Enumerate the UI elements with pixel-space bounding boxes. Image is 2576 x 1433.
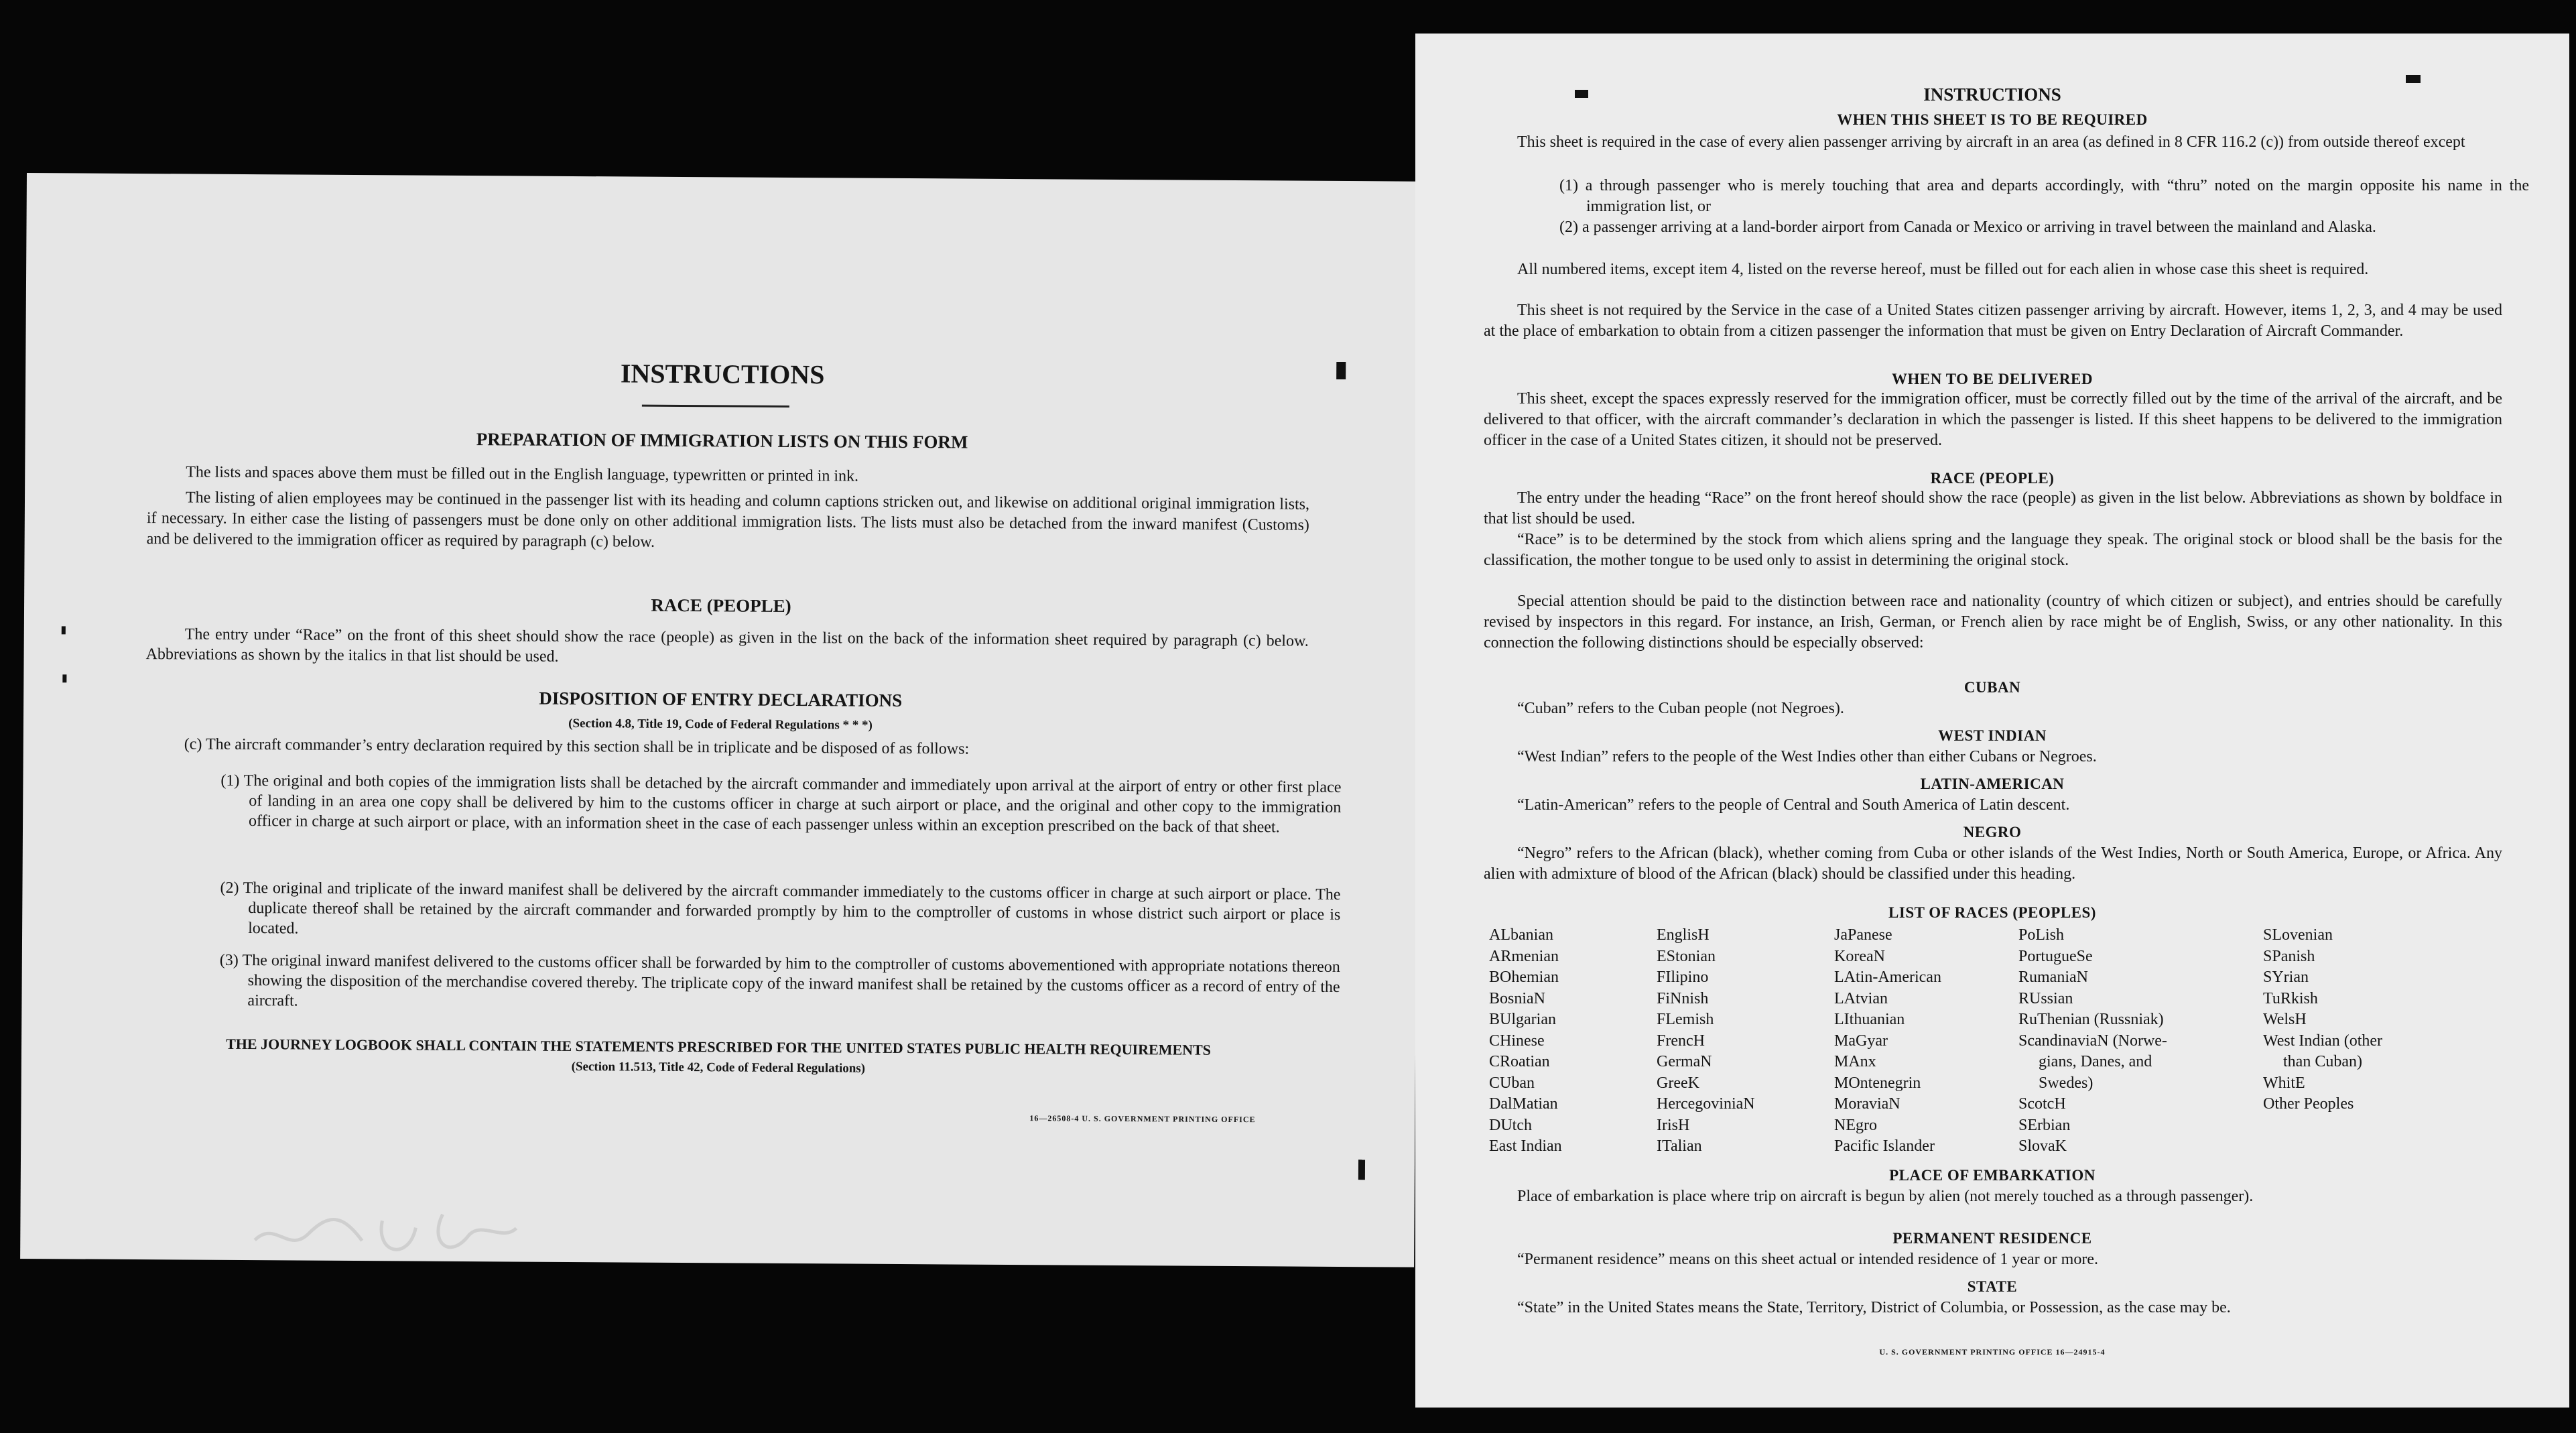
race-list-column-1 xyxy=(1489,925,1562,1158)
embarkation-heading: PLACE OF EMBARKATION xyxy=(1889,1167,2096,1184)
race-list-item: NEgro xyxy=(1834,1116,1877,1134)
when-delivered-heading: WHEN TO BE DELIVERED xyxy=(1892,371,2093,387)
negro-definition: “Negro” refers to the African (black), whether coming from Cuba or other islands of the West Indies, North or South America, Europe, or Africa. Any alien with admixture of blood of the African (black) should be classified under this heading. xyxy=(1484,845,2502,883)
race-list-item: EStonian xyxy=(1657,947,1716,965)
race-list-item: WelsH xyxy=(2263,1011,2307,1028)
logbook-notice: THE JOURNEY LOGBOOK SHALL CONTAIN THE STATEMENTS PRESCRIBED FOR THE UNITED STATES PUBLIC HEALTH REQUIREMENTS xyxy=(226,1035,1212,1058)
race-list-item: BOhemian xyxy=(1489,969,1559,986)
race-list-item: GermaN xyxy=(1657,1053,1712,1070)
race-list-item: Other Peoples xyxy=(2263,1095,2354,1113)
race-list-item: Swedes) xyxy=(2039,1074,2094,1092)
west-indian-heading: WEST INDIAN xyxy=(1938,727,2047,744)
race-list-item: than Cuban) xyxy=(2283,1053,2362,1070)
race-list-item: CHinese xyxy=(1489,1032,1545,1050)
preparation-paragraph-1: The lists and spaces above them must be filled out in the English language, typewritten or printed in ink. xyxy=(186,463,859,485)
race-list-item: WhitE xyxy=(2263,1074,2305,1092)
race-list-item: DalMatian xyxy=(1489,1095,1558,1113)
race-list-item: gians, Danes, and xyxy=(2039,1053,2152,1070)
race-list-item: RUssian xyxy=(2018,989,2073,1007)
punch-mark xyxy=(1358,1160,1365,1180)
race-list-item: MoraviaN xyxy=(1834,1095,1901,1113)
race-heading: RACE (PEOPLE) xyxy=(1930,470,2055,487)
cuban-heading: CUBAN xyxy=(1963,679,2021,696)
race-list-item: FLemish xyxy=(1657,1011,1714,1028)
race-list-item: HercegoviniaN xyxy=(1657,1095,1755,1113)
race-list-item: TuRkish xyxy=(2263,989,2318,1007)
race-list-item: SPanish xyxy=(2263,947,2315,965)
race-list-column-3 xyxy=(1834,925,1941,1158)
race-paragraph-1: The entry under the heading “Race” on the front hereof should show the race (people) as given in the list below. Abbreviations as shown by boldface in that list should be used. xyxy=(1484,489,2502,527)
permanent-residence-heading: PERMANENT RESIDENCE xyxy=(1892,1230,2092,1247)
citizen-paragraph: This sheet is not required by the Service in the case of a United States citizen passenger arriving by aircraft. However, items 1, 2, 3, and 4 may be used at the place of embarkation to obtain from a citizen passenger the information that must be given on Entry Declaration of Aircraft Commander. xyxy=(1484,302,2502,340)
race-list-item: RumaniaN xyxy=(2018,969,2088,986)
race-list-item: ScandinaviaN (Norwe- xyxy=(2018,1032,2167,1050)
print-code: 16—26508-4 U. S. GOVERNMENT PRINTING OFFICE xyxy=(1029,1113,1256,1125)
race-list-item: RuThenian (Russniak) xyxy=(2018,1011,2164,1028)
race-list-item: East Indian xyxy=(1489,1137,1562,1155)
state-definition: “State” in the United States means the State, Territory, District of Columbia, or Possession, as the case may be. xyxy=(1517,1299,2231,1316)
race-list-item: CUban xyxy=(1489,1074,1535,1092)
when-required-heading: WHEN THIS SHEET IS TO BE REQUIRED xyxy=(1837,111,2148,128)
race-list-item: KoreaN xyxy=(1834,947,1885,965)
race-heading: RACE (PEOPLE) xyxy=(651,595,791,616)
race-list-item: BosniaN xyxy=(1489,989,1545,1007)
latin-american-heading: LATIN-AMERICAN xyxy=(1920,775,2065,792)
disposition-item-2: (2) The original and triplicate of the inward manifest shall be delivered by the aircraft commander immediately to the customs officer in charge at such airport or place. The duplicate thereof shall be retained by the aircraft commander and forwarded promptly by him to the comptroller of customs in whose district such airport or place is located. xyxy=(220,879,1341,938)
embarkation-definition: Place of embarkation is place where trip on aircraft is begun by alien (not merely touched as a through passenger). xyxy=(1517,1188,2254,1205)
race-list-item: LAtvian xyxy=(1834,989,1888,1007)
race-list-item: FiNnish xyxy=(1657,989,1709,1007)
disposition-citation: (Section 4.8, Title 19, Code of Federal Regulations * * *) xyxy=(568,716,873,733)
latin-american-definition: “Latin-American” refers to the people of Central and South America of Latin descent. xyxy=(1517,796,2070,814)
race-list-item: SYrian xyxy=(2263,969,2309,986)
race-list-item: SLovenian xyxy=(2263,926,2333,944)
race-list-item: ScotcH xyxy=(2018,1095,2066,1113)
race-list-item: LAtin-American xyxy=(1834,969,1941,986)
race-paragraph-3: Special attention should be paid to the distinction between race and nationality (country of which citizen or subject), and entries should be carefully revised by inspectors in this regard. For instance, an Irish, German, or French alien by race might be of English, Swiss, or any other nationality. In this connection the following distinctions should be especially observed: xyxy=(1484,593,2502,651)
delivery-paragraph: This sheet, except the spaces expressly reserved for the immigration officer, must be correctly filled out by the time of the arrival of the aircraft, and be delivered to that officer, with the aircraft commander’s declaration in which the passenger is listed. If this sheet happens to be delivered to the immigration officer in the case of a United States citizen, it should not be preserved. xyxy=(1484,390,2502,449)
west-indian-definition: “West Indian” refers to the people of the West Indies other than either Cubans or Negroes. xyxy=(1517,748,2097,765)
race-list-item: BUlgarian xyxy=(1489,1011,1556,1028)
race-paragraph: The entry under “Race” on the front of this sheet should show the race (people) as given in the list on the back of the information sheet required by paragraph (c) below. Abbreviations as shown by the italics in that list should be used. xyxy=(145,625,1309,666)
exception-item-1: (1) a through passenger who is merely touching that area and departs accordingly, with “thru” noted on the margin opposite his name in the immigration list, or xyxy=(1559,177,2529,215)
race-list-column-5 xyxy=(2263,925,2382,1115)
numbered-items-paragraph: All numbered items, except item 4, listed on the reverse hereof, must be filled out for each alien in whose case this sheet is required. xyxy=(1517,261,2369,278)
paragraph-c: (c) The aircraft commander’s entry declaration required by this section shall be in triplicate and be disposed of as follows: xyxy=(184,735,970,758)
race-list-item: MOntenegrin xyxy=(1834,1074,1921,1092)
race-list-item: ALbanian xyxy=(1489,926,1553,944)
title-underline xyxy=(642,405,789,408)
punch-mark xyxy=(62,626,66,634)
right-instruction-sheet xyxy=(1415,34,2569,1408)
cuban-definition: “Cuban” refers to the Cuban people (not Negroes). xyxy=(1517,700,1844,717)
logbook-citation: (Section 11.513, Title 42, Code of Federal Regulations) xyxy=(571,1059,866,1076)
race-list-item: JaPanese xyxy=(1834,926,1892,944)
race-list-item: EnglisH xyxy=(1657,926,1710,944)
state-heading: STATE xyxy=(1967,1278,2018,1295)
disposition-heading: DISPOSITION OF ENTRY DECLARATIONS xyxy=(539,688,903,710)
race-list-column-4 xyxy=(2018,925,2167,1158)
disposition-item-1: (1) The original and both copies of the immigration lists shall be detached by the aircraft commander and immediately upon arrival at the airport of entry or other first place of landing in an area one copy shall be delivered by him to the customs officer in charge at such airport or place, and the original and other copy to the immigration officer in charge at such airport or place, with an information sheet in the case of each passenger unless within an exception prescribed on the back of that sheet. xyxy=(220,771,1342,836)
preparation-heading: PREPARATION OF IMMIGRATION LISTS ON THIS FORM xyxy=(476,429,968,452)
race-list-item: Pacific Islander xyxy=(1834,1137,1935,1155)
race-list-item: LIthuanian xyxy=(1834,1011,1905,1028)
race-list-item: IrisH xyxy=(1657,1116,1690,1134)
page-title: INSTRUCTIONS xyxy=(620,358,825,390)
punch-mark xyxy=(1336,362,1346,379)
race-list-column-2 xyxy=(1657,925,1755,1158)
faint-signature-mark xyxy=(248,1193,530,1269)
race-list-item: SlovaK xyxy=(2018,1137,2067,1155)
race-list-heading: LIST OF RACES (PEOPLES) xyxy=(1888,904,2096,921)
race-list-item: ITalian xyxy=(1657,1137,1702,1155)
race-list-item: West Indian (other xyxy=(2263,1032,2383,1050)
exception-item-2: (2) a passenger arriving at a land-border airport from Canada or Mexico or arriving in travel between the mainland and Alaska. xyxy=(1559,219,2376,236)
race-list-item: MaGyar xyxy=(1834,1032,1888,1050)
left-instruction-sheet xyxy=(20,173,1421,1267)
race-list-item: PortugueSe xyxy=(2018,947,2093,965)
race-paragraph-2: “Race” is to be determined by the stock from which aliens spring and the language they speak. The original stock or blood shall be the basis for the classification, the mother tongue to be used only to assist in determining the original stock. xyxy=(1484,531,2502,569)
punch-mark xyxy=(1575,90,1588,98)
race-list-item: CRoatian xyxy=(1489,1053,1550,1070)
race-list-item: FrencH xyxy=(1657,1032,1705,1050)
punch-mark xyxy=(62,674,66,682)
page-title: INSTRUCTIONS xyxy=(1923,84,2061,105)
punch-mark xyxy=(2406,75,2421,83)
print-code: U. S. GOVERNMENT PRINTING OFFICE 16—24915-4 xyxy=(1879,1347,2106,1357)
race-list-item: GreeK xyxy=(1657,1074,1699,1092)
disposition-item-3: (3) The original inward manifest delivered to the customs officer shall be forwarded by him to the comptroller of customs abovementioned with appropriate notations thereon showing the disposition of the merchandise covered thereby. The triplicate copy of the inward manifest shall be retained by the customs officer as a record of entry of the aircraft. xyxy=(219,951,1340,1010)
requirement-paragraph: This sheet is required in the case of every alien passenger arriving by aircraft in an area (as defined in 8 CFR 116.2 (c)) from outside thereof except xyxy=(1517,133,2465,151)
race-list-item: ARmenian xyxy=(1489,947,1559,965)
race-list-item: PoLish xyxy=(2018,926,2065,944)
race-list-item: SErbian xyxy=(2018,1116,2071,1134)
race-list-item: FIlipino xyxy=(1657,969,1709,986)
race-list-item: DUtch xyxy=(1489,1116,1532,1134)
permanent-residence-definition: “Permanent residence” means on this sheet actual or intended residence of 1 year or more. xyxy=(1517,1251,2098,1268)
negro-heading: NEGRO xyxy=(1963,824,2022,840)
race-list-item: MAnx xyxy=(1834,1053,1876,1070)
preparation-paragraph-2: The listing of alien employees may be continued in the passenger list with its heading and column captions stricken out, and likewise on additional original immigration lists, if necessary. In either case the listing of passengers must be done only on other additional immigration lists. The lists must also be detached from the inward manifest (Customs) and be delivered to the immigration officer as required by paragraph (c) below. xyxy=(146,489,1310,551)
